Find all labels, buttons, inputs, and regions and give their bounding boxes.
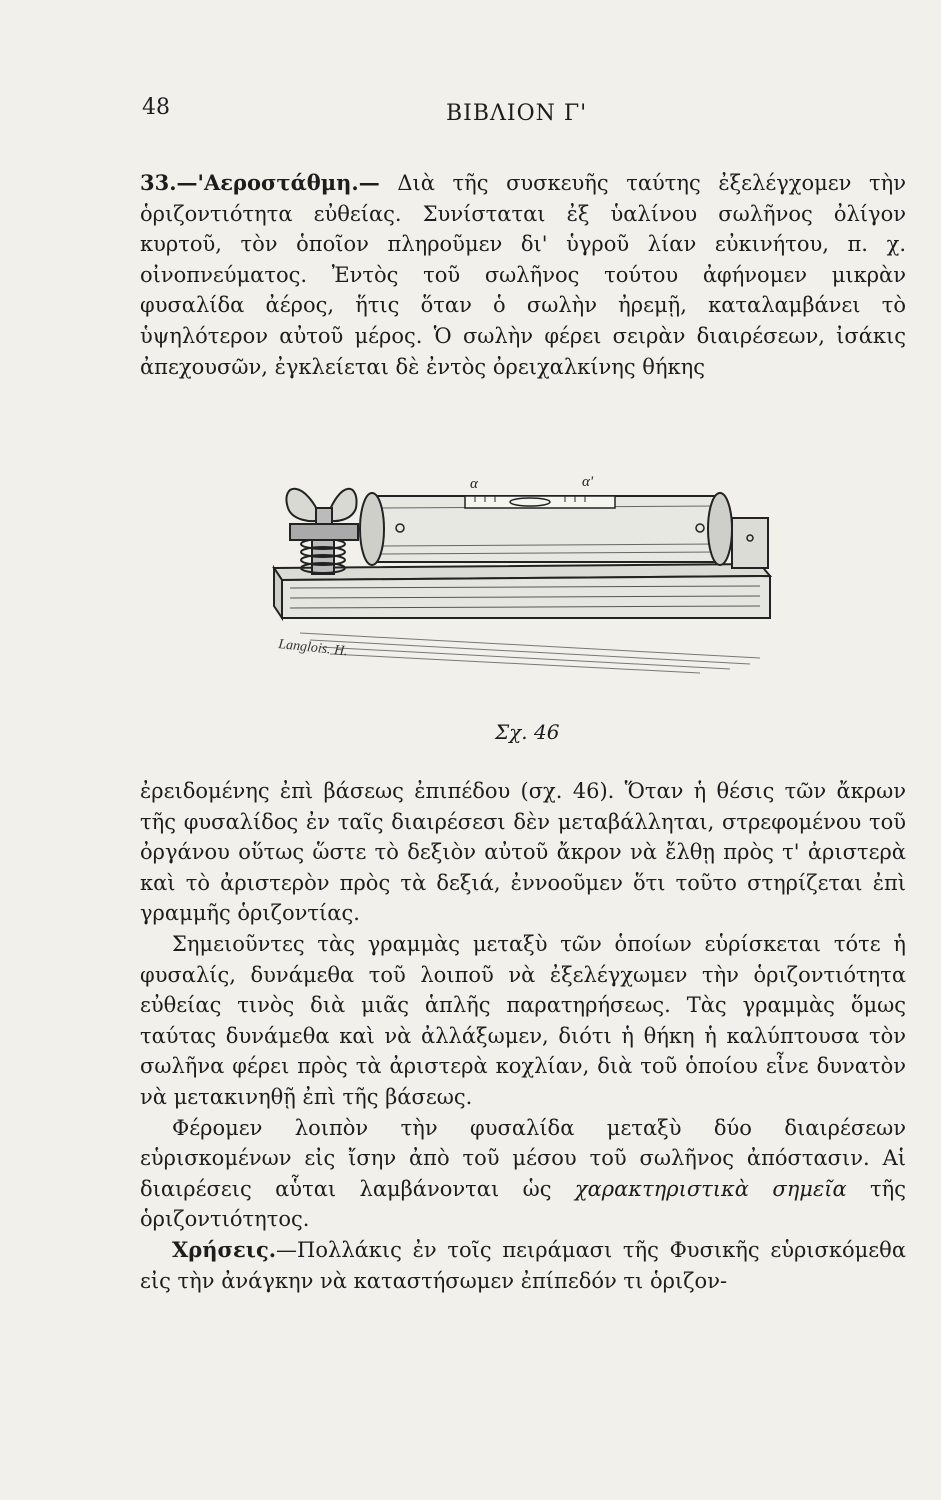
paragraph-text-end: τῆς ὁριζοντιότητος.	[140, 1176, 907, 1232]
paragraph-characteristic	[140, 1113, 906, 1235]
spirit-level-illustration	[260, 468, 780, 708]
section-intro	[140, 168, 906, 382]
engraver-signature: Langlois. H.	[277, 637, 349, 660]
spirit-level-figure	[260, 468, 780, 708]
italic-term: χαρακτηριστικὰ σημεῖα	[574, 1176, 847, 1201]
page-header	[0, 95, 941, 135]
mark-a-prime-label: α'	[582, 474, 594, 490]
figure-caption: Σχ. 46	[495, 720, 560, 744]
paragraph-text: Φέρομεν λοιπὸν τὴν φυσαλίδα μεταξὺ δύο διαιρέσεων εὑρισκομένων εἰς ἴσην ἀπὸ τοῦ μέσου τοῦ σωλῆνος ἀπόστασιν. Αἱ διαιρέσεις αὗται λαμβάνονται ὡς	[140, 1115, 906, 1201]
paragraph-uses	[140, 1235, 906, 1296]
uses-heading: Χρήσεις.	[172, 1236, 277, 1262]
section-paragraph: Διὰ τῆς συσκευῆς ταύτης ἐξελέγχομεν τὴν ὁριζοντιότητα εὐθείας. Συνίσταται ἐξ ὑαλίνου σωλῆνος ὀλίγον κυρτοῦ, τὸν ὁποῖον πληροῦμεν δι' ὑγροῦ λίαν εὐκινήτου, π. χ. οἰνοπνεύματος. Ἐντὸς τοῦ σωλῆνος τούτου ἀφήνομεν μικρὰν φυσαλίδα ἀέρος, ἥτις ὅταν ὁ σωλὴν ἠρεμῇ, καταλαμβάνει τὸ ὑψηλότερον αὐτοῦ μέρος. Ὁ σωλὴν φέρει σειρὰν διαιρέσεων, ἰσάκις ἀπεχουσῶν, ἐγκλείεται δὲ ἐντὸς ὀρειχαλκίνης θήκης	[140, 171, 906, 379]
page-number: 48	[142, 95, 170, 120]
main-text	[140, 776, 906, 1296]
uses-text: —Πολλάκις ἐν τοῖς πειράμασι τῆς Φυσικῆς εὑρισκόμεθα εἰς τὴν ἀνάγκην νὰ καταστήσωμεν ἐπίπεδόν τι ὁριζον-	[140, 1237, 906, 1293]
running-title: ΒΙΒΛΙΟΝ Γ'	[446, 101, 588, 126]
paragraph-marking: Σημειοῦντες τὰς γραμμὰς μεταξὺ τῶν ὁποίων εὑρίσκεται τότε ἡ φυσαλίς, δυνάμεθα τοῦ λοιποῦ νὰ ἐξελέγχωμεν τὴν ὁριζοντιότητα εὐθείας τινὸς διὰ μιᾶς ἁπλῆς παρατηρήσεως. Τὰς γραμμὰς ὅμως ταύτας δυνάμεθα καὶ νὰ ἀλλάξωμεν, διότι ἡ θήκη ἡ καλύπτουσα τὸν σωλῆνα φέρει πρὸς τὰ ἀριστερὰ κοχλίαν, διὰ τοῦ ὁποίου εἶνε δυνατὸν νὰ μετακινηθῇ ἐπὶ τῆς βάσεως.	[140, 931, 906, 1109]
paragraph-continuation: ἐρειδομένης ἐπὶ βάσεως ἐπιπέδου (σχ. 46). Ὅταν ἡ θέσις τῶν ἄκρων τῆς φυσαλίδος ἐν ταῖς διαιρέσεσι δὲν μεταβάλληται, στρεφομένου τοῦ ὀργάνου οὕτως ὥστε τὸ δεξιὸν αὐτοῦ ἄκρον νὰ ἔλθῃ πρὸς τ' ἀριστερὰ καὶ τὸ ἀριστερὸν πρὸς τὰ δεξιά, ἐννοοῦμεν ὅτι τοῦτο στηρίζεται ἐπὶ γραμμῆς ὁριζοντίας.	[140, 779, 906, 926]
section-number: 33.	[140, 170, 177, 195]
mark-a-label: α	[470, 476, 478, 492]
section-title: —'Αεροστάθμη.—	[176, 170, 380, 195]
